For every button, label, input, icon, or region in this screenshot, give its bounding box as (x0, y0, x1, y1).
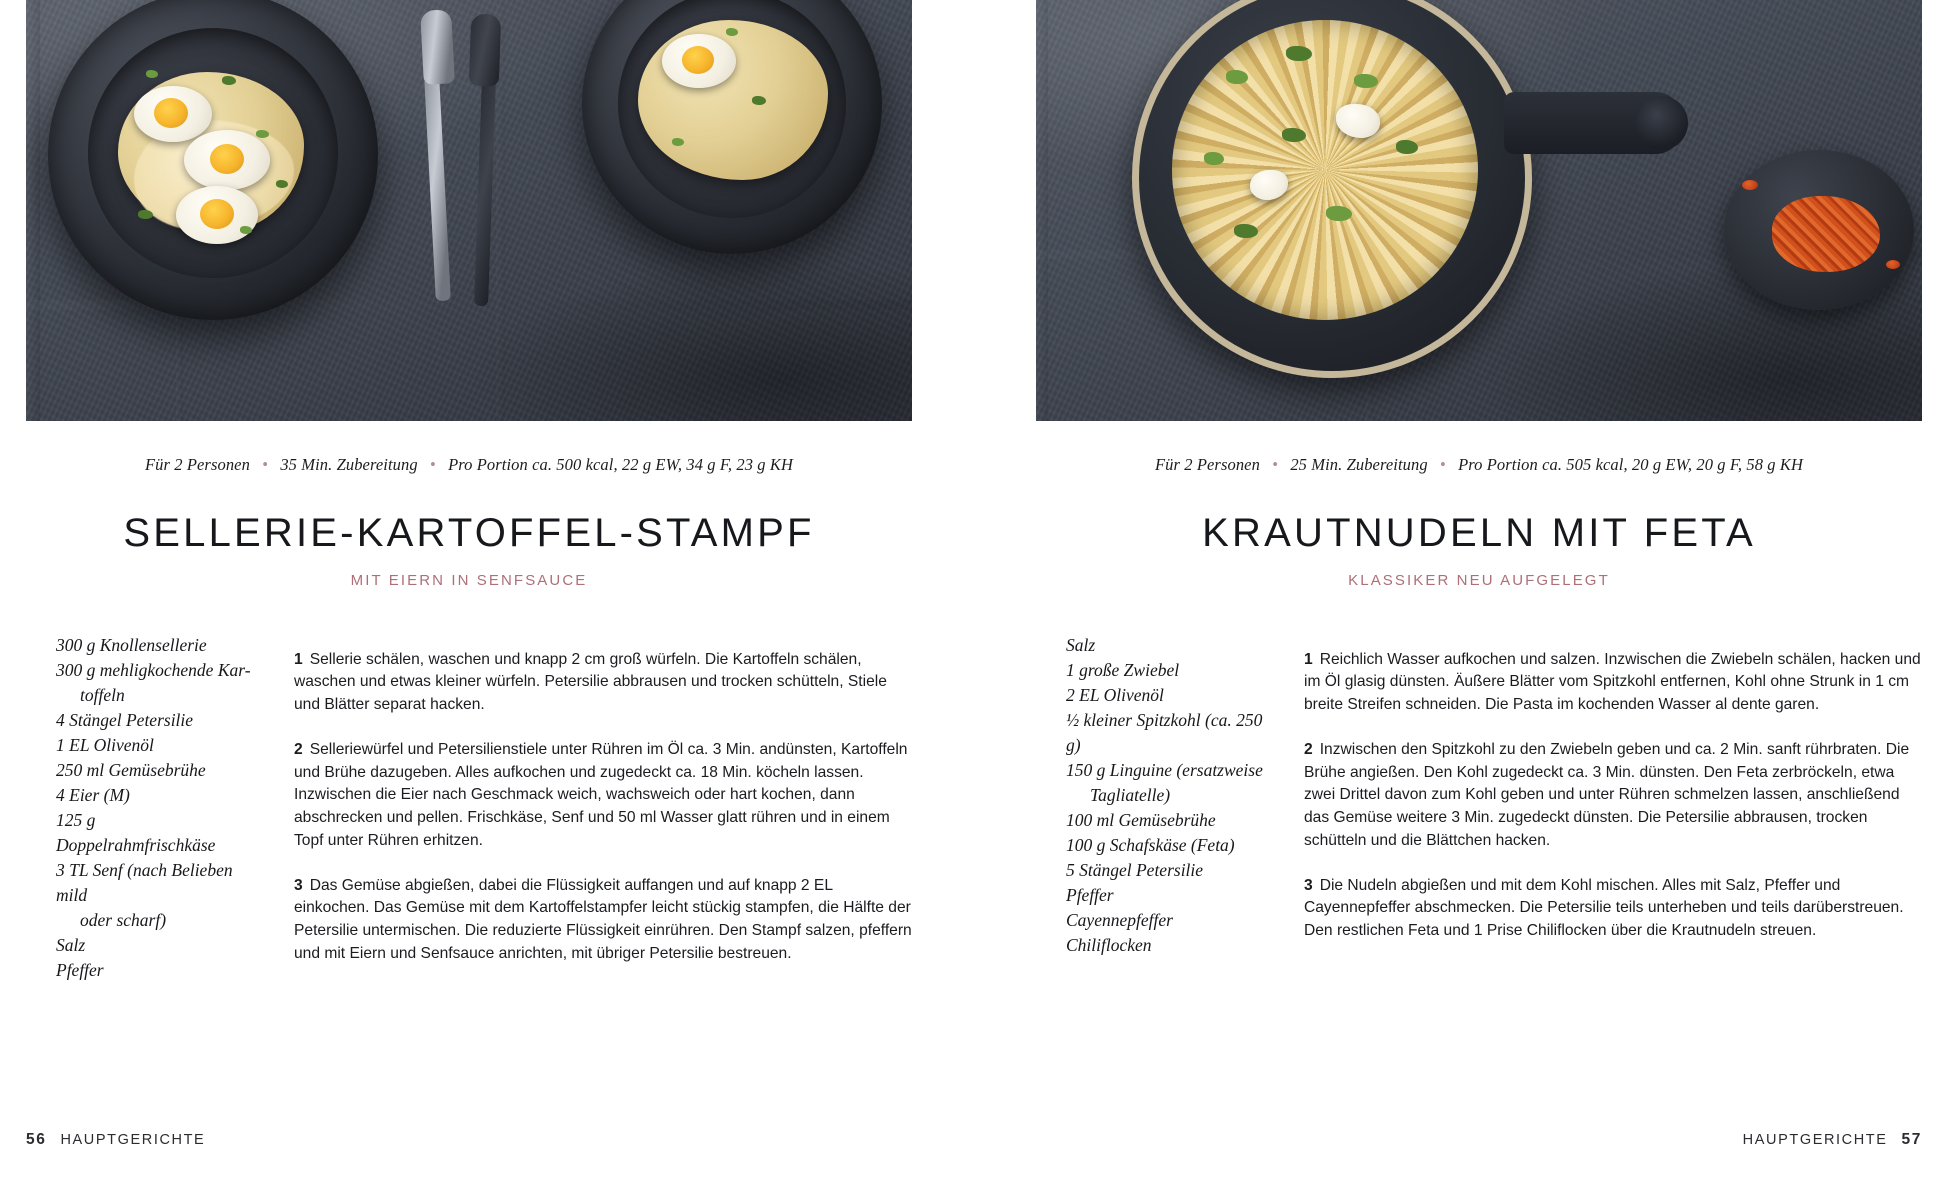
left-recipe-photo (26, 0, 912, 421)
left-recipe-subtitle: MIT EIERN IN SENFSAUCE (350, 572, 588, 589)
step (1304, 739, 1922, 853)
ingredient-item (56, 633, 258, 658)
ingredient-item (56, 733, 258, 758)
ingredient-item (56, 758, 258, 783)
ingredient-text: 1 EL Olivenöl (56, 735, 154, 756)
ingredient-item (1066, 758, 1268, 808)
step-number: 2 (294, 740, 303, 758)
ingredient-text: 300 g mehligkochende Kar- (56, 660, 251, 681)
right-ingredient-list (1036, 633, 1268, 958)
ingredient-item (1066, 858, 1268, 883)
left-page-footer (26, 1131, 205, 1149)
right-page-footer (1743, 1131, 1922, 1149)
ingredient-item (56, 658, 258, 708)
page-number: 57 (1901, 1131, 1922, 1148)
left-preparation-steps (294, 633, 912, 983)
ingredient-text: Chiliflocken (1066, 935, 1152, 956)
step-text: Reichlich Wasser aufkochen und salzen. Inzwischen die Zwiebeln schälen, hacken und im Öl glasig dünsten. Äußere Blätter vom Spitzkohl entfernen, Kohl ohne Strunk in 1 cm breite Streifen schneiden. Die Pasta im kochenden Wasser al dente garen. (1304, 650, 1921, 714)
ingredient-text: Pfeffer (56, 960, 104, 981)
left-recipe-meta (26, 455, 912, 475)
ingredient-item (56, 933, 258, 958)
step-number: 3 (294, 876, 303, 894)
ingredient-text: 100 g Schafskäse (Feta) (1066, 835, 1235, 856)
meta-separator-2: • (1439, 455, 1446, 474)
ingredient-item (56, 783, 258, 808)
ingredient-item (56, 808, 258, 858)
page-gutter (974, 0, 975, 1181)
meta-separator-1: • (262, 455, 269, 474)
step-text: Sellerie schälen, waschen und knapp 2 cm groß würfeln. Die Kartoffeln schälen, waschen und etwas kleiner würfeln. Petersilie abbrausen und trocken schütteln, Stiele und Blätter separat hacken. (294, 650, 887, 714)
ingredient-item (56, 958, 258, 983)
ingredient-item (1066, 658, 1268, 683)
ingredient-item (56, 708, 258, 733)
ingredient-text: 125 g Doppelrahmfrischkäse (56, 810, 216, 856)
prep-time: 25 Min. Zubereitung (1290, 455, 1428, 474)
prep-time: 35 Min. Zubereitung (280, 455, 418, 474)
step-text: Selleriewürfel und Petersilienstiele unter Rühren im Öl ca. 3 Min. andünsten, Kartoffeln und Brühe dazugeben. Alles aufkochen und zugedeckt ca. 18 Min. köcheln lassen. Inzwischen die Eier nach Geschmack weich, wachsweich oder hart kochen, dann abschrecken und pellen. Frischkäse, Senf und 50 ml Wasser glatt rühren und in einem Topf unter Rühren erhitzen. (294, 740, 908, 849)
nutrition-info: Pro Portion ca. 505 kcal, 20 g EW, 20 g F, 58 g KH (1458, 455, 1803, 474)
step (1304, 649, 1922, 717)
section-label: HAUPTGERICHTE (60, 1132, 206, 1148)
ingredient-text: Pfeffer (1066, 885, 1114, 906)
right-recipe-meta (1036, 455, 1922, 475)
step-number: 1 (1304, 650, 1313, 668)
ingredient-item (56, 858, 258, 933)
step-number: 1 (294, 650, 303, 668)
servings: Für 2 Personen (1154, 455, 1260, 474)
ingredient-text: 4 Eier (M) (56, 785, 130, 806)
right-recipe-subtitle: KLASSIKER NEU AUFGELEGT (1348, 572, 1610, 589)
step-text: Inzwischen den Spitzkohl zu den Zwiebeln geben und ca. 2 Min. sanft rührbraten. Die Brühe angießen. Den Kohl zugedeckt ca. 3 Min. dünsten. Den Feta zerbröckeln, etwa zwei Drittel davon zum Kohl geben und unter Rühren schmelzen lassen, anschließend das Gemüse weitere 3 Min. zugedeckt dünsten. Die Petersilie abbrausen, trocken schütteln und die Blättchen hacken. (1304, 740, 1910, 849)
ingredient-text: 5 Stängel Petersilie (1066, 860, 1204, 881)
ingredient-text: 1 große Zwiebel (1066, 660, 1180, 681)
step (294, 649, 912, 717)
ingredient-text: ½ kleiner Spitzkohl (ca. 250 g) (1066, 710, 1263, 756)
ingredient-item (1066, 808, 1268, 833)
ingredient-item (1066, 883, 1268, 908)
page-number: 56 (26, 1131, 47, 1148)
step-number: 3 (1304, 876, 1313, 894)
step (294, 875, 912, 966)
ingredient-text: Salz (56, 935, 86, 956)
ingredient-item (1066, 908, 1268, 933)
section-label: HAUPTGERICHTE (1742, 1132, 1888, 1148)
ingredient-text: 100 ml Gemüsebrühe (1066, 810, 1216, 831)
ingredient-text: Cayennepfeffer (1066, 910, 1173, 931)
ingredient-item (1066, 708, 1268, 758)
ingredient-text: 250 ml Gemüsebrühe (56, 760, 206, 781)
step-number: 2 (1304, 740, 1313, 758)
step-text: Das Gemüse abgießen, dabei die Flüssigkeit auffangen und auf knapp 2 EL einkochen. Das Gemüse mit dem Kartoffelstampfer leicht stückig stampfen, die Hälfte der Petersilie untermischen. Die reduzierte Flüssigkeit einrühren. Den Stampf salzen, pfeffern und mit Eiern und Senfsauce anrichten, mit übriger Petersilie bestreuen. (294, 876, 912, 963)
ingredient-continuation: oder scharf) (80, 910, 167, 931)
ingredient-item (1066, 633, 1268, 658)
step-text: Die Nudeln abgießen und mit dem Kohl mischen. Alles mit Salz, Pfeffer und Cayennepfeffer abschmecken. Die Petersilie teils unterheben und teils darüberstreuen. Den restlichen Feta und 1 Prise Chiliflocken über die Krautnudeln streuen. (1304, 876, 1904, 940)
ingredient-item (1066, 933, 1268, 958)
ingredient-continuation: Tagliatelle) (1090, 785, 1171, 806)
ingredient-item (1066, 833, 1268, 858)
ingredient-text: 300 g Knollensellerie (56, 635, 207, 655)
right-recipe-title: KRAUTNUDELN MIT FETA (1202, 511, 1756, 555)
nutrition-info: Pro Portion ca. 500 kcal, 22 g EW, 34 g F, 23 g KH (448, 455, 793, 474)
right-preparation-steps (1304, 633, 1922, 958)
step (294, 739, 912, 853)
servings: Für 2 Personen (144, 455, 250, 474)
ingredient-item (1066, 683, 1268, 708)
ingredient-text: 150 g Linguine (ersatzweise (1066, 760, 1263, 781)
ingredient-text: 4 Stängel Petersilie (56, 710, 194, 731)
right-page (974, 0, 1948, 1181)
right-recipe-photo (1036, 0, 1922, 421)
meta-separator-2: • (429, 455, 436, 474)
meta-separator-1: • (1272, 455, 1279, 474)
left-recipe-title: SELLERIE-KARTOFFEL-STAMPF (123, 511, 815, 555)
left-ingredient-list (26, 633, 258, 983)
ingredient-text: Salz (1066, 635, 1096, 655)
step (1304, 875, 1922, 943)
ingredient-continuation: toffeln (80, 685, 125, 706)
ingredient-text: 3 TL Senf (nach Belieben mild (56, 860, 233, 906)
ingredient-text: 2 EL Olivenöl (1066, 685, 1164, 706)
